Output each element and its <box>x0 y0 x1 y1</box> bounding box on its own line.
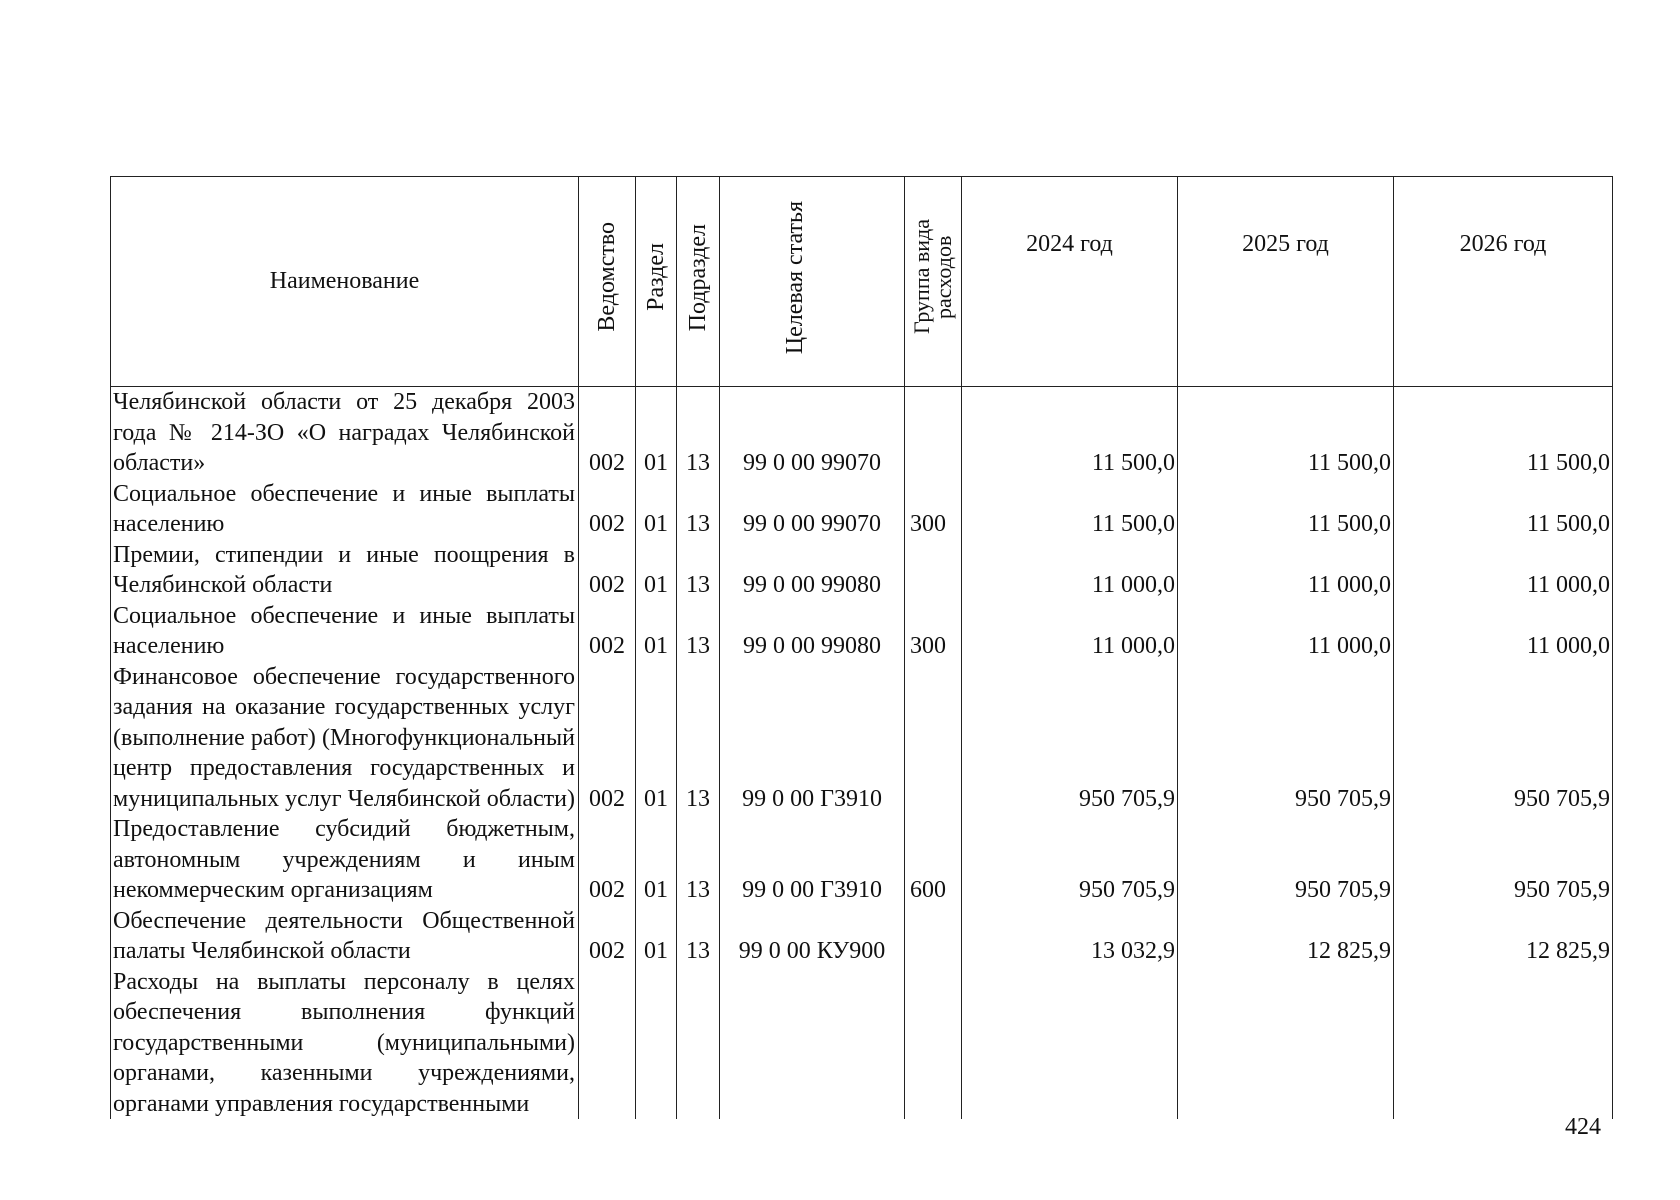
header-podrazdel: Подраздел <box>677 177 720 387</box>
row-ved: 002 <box>579 387 636 479</box>
budget-table <box>110 176 1613 1119</box>
row-2025: 11 000,0 <box>1178 540 1394 601</box>
row-vr <box>905 967 962 1120</box>
row-ved <box>579 967 636 1120</box>
row-2026: 12 825,9 <box>1394 906 1613 967</box>
row-ved: 002 <box>579 601 636 662</box>
table-row <box>111 601 1613 662</box>
row-ved: 002 <box>579 662 636 815</box>
row-2024: 950 705,9 <box>962 662 1178 815</box>
row-razd: 01 <box>636 479 677 540</box>
row-name: Финансовое обеспечение государственного задания на оказание государственных услуг (выполнение работ) (Многофункциональный центр предоставления государственных и муниципальных услуг Челябинской области) <box>111 662 579 815</box>
row-2024: 11 500,0 <box>962 479 1178 540</box>
row-vr <box>905 387 962 479</box>
row-name: Предоставление субсидий бюджетным, автономным учреждениям и иным некоммерческим организациям <box>111 814 579 906</box>
row-vr: 300 <box>905 479 962 540</box>
row-name: Расходы на выплаты персоналу в целях обеспечения выполнения функций государственными (муниципальными) органами, казенными учреждениями, органами управления государственными <box>111 967 579 1120</box>
header-row <box>111 177 1613 387</box>
row-2025: 950 705,9 <box>1178 662 1394 815</box>
header-name: Наименование <box>111 177 579 387</box>
row-podr: 13 <box>677 479 720 540</box>
row-2026: 950 705,9 <box>1394 662 1613 815</box>
page-number: 424 <box>1565 1114 1601 1140</box>
row-2026: 11 000,0 <box>1394 601 1613 662</box>
row-cs: 99 0 00 99080 <box>720 601 905 662</box>
table-row <box>111 479 1613 540</box>
row-podr: 13 <box>677 662 720 815</box>
header-tselevaya: Целевая статья <box>720 177 905 387</box>
row-podr <box>677 967 720 1120</box>
row-2024 <box>962 967 1178 1120</box>
row-cs: 99 0 00 КУ900 <box>720 906 905 967</box>
header-2025: 2025 год <box>1178 177 1394 387</box>
row-2026: 11 500,0 <box>1394 479 1613 540</box>
header-gruppa: Группа вида расходов <box>905 177 962 387</box>
row-razd <box>636 967 677 1120</box>
row-ved: 002 <box>579 479 636 540</box>
row-razd: 01 <box>636 814 677 906</box>
table-row <box>111 387 1613 479</box>
row-name: Обеспечение деятельности Общественной палаты Челябинской области <box>111 906 579 967</box>
row-2024: 11 000,0 <box>962 601 1178 662</box>
row-2026: 950 705,9 <box>1394 814 1613 906</box>
table-row <box>111 967 1613 1120</box>
row-ved: 002 <box>579 906 636 967</box>
header-razdel: Раздел <box>636 177 677 387</box>
row-ved: 002 <box>579 540 636 601</box>
header-vedomstvo: Ведомство <box>579 177 636 387</box>
row-cs: 99 0 00 99070 <box>720 387 905 479</box>
row-2025 <box>1178 967 1394 1120</box>
row-razd: 01 <box>636 387 677 479</box>
row-2025: 11 000,0 <box>1178 601 1394 662</box>
row-2024: 11 500,0 <box>962 387 1178 479</box>
header-2024: 2024 год <box>962 177 1178 387</box>
row-vr <box>905 662 962 815</box>
row-2024: 13 032,9 <box>962 906 1178 967</box>
row-vr: 300 <box>905 601 962 662</box>
header-2026: 2026 год <box>1394 177 1613 387</box>
row-2024: 11 000,0 <box>962 540 1178 601</box>
row-2025: 11 500,0 <box>1178 479 1394 540</box>
table-row <box>111 814 1613 906</box>
row-razd: 01 <box>636 540 677 601</box>
table-row <box>111 662 1613 815</box>
row-podr: 13 <box>677 387 720 479</box>
row-name: Премии, стипендии и иные поощрения в Челябинской области <box>111 540 579 601</box>
row-podr: 13 <box>677 540 720 601</box>
row-razd: 01 <box>636 906 677 967</box>
row-2026 <box>1394 967 1613 1120</box>
row-2024: 950 705,9 <box>962 814 1178 906</box>
row-razd: 01 <box>636 601 677 662</box>
row-cs: 99 0 00 99070 <box>720 479 905 540</box>
row-2026: 11 500,0 <box>1394 387 1613 479</box>
row-ved: 002 <box>579 814 636 906</box>
row-podr: 13 <box>677 906 720 967</box>
row-podr: 13 <box>677 601 720 662</box>
row-vr <box>905 906 962 967</box>
table-row <box>111 906 1613 967</box>
row-2026: 11 000,0 <box>1394 540 1613 601</box>
row-vr <box>905 540 962 601</box>
row-2025: 11 500,0 <box>1178 387 1394 479</box>
row-cs: 99 0 00 99080 <box>720 540 905 601</box>
row-2025: 12 825,9 <box>1178 906 1394 967</box>
row-name: Социальное обеспечение и иные выплаты населению <box>111 601 579 662</box>
row-podr: 13 <box>677 814 720 906</box>
row-cs: 99 0 00 Г3910 <box>720 814 905 906</box>
row-cs: 99 0 00 Г3910 <box>720 662 905 815</box>
row-2025: 950 705,9 <box>1178 814 1394 906</box>
row-razd: 01 <box>636 662 677 815</box>
row-cs <box>720 967 905 1120</box>
row-vr: 600 <box>905 814 962 906</box>
row-name: Социальное обеспечение и иные выплаты населению <box>111 479 579 540</box>
table-row <box>111 540 1613 601</box>
row-name: Челябинской области от 25 декабря 2003 года № 214-ЗО «О наградах Челябинской области» <box>111 387 579 479</box>
